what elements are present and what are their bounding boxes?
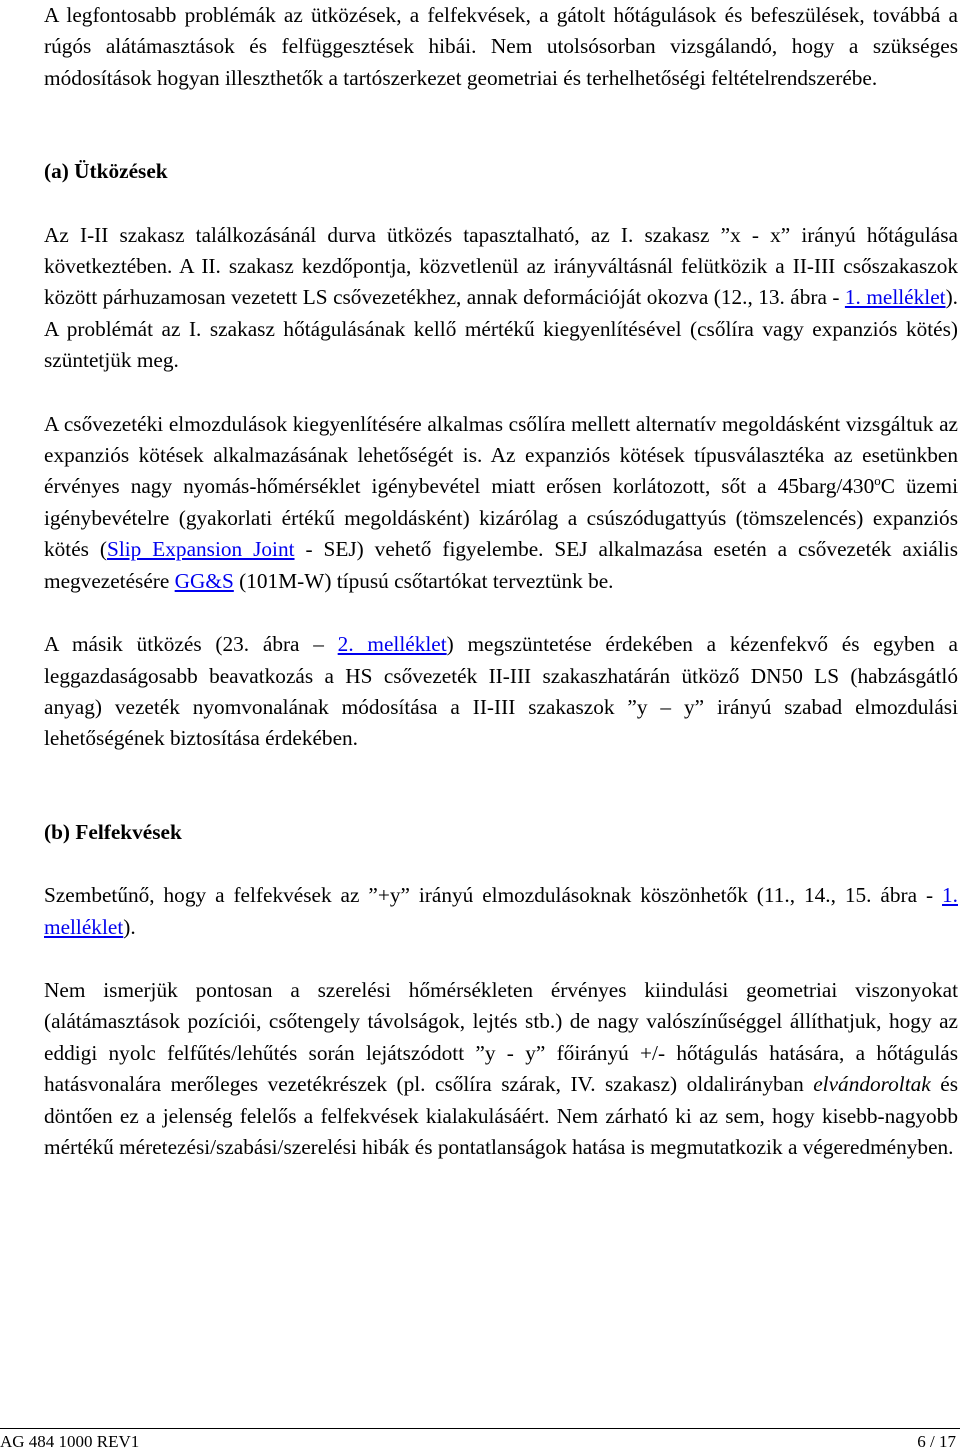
paragraph-text: Szembetűnő, hogy a felfekvések az ”+y” irányú elmozdulásoknak köszönhetők (11., 14., 15. ábra - [44, 883, 943, 908]
section-a-paragraph-3 [44, 629, 958, 755]
paragraph-text: ). A problémát az I. szakasz hőtágulásának kellő mértékű kiegyenlítésével (csőlíra vagy expanziós kötés) szüntetjük meg. [44, 285, 958, 373]
intro-paragraph [44, 0, 958, 94]
section-b-paragraph-1 [44, 880, 958, 943]
paragraph-text: (101M-W) típusú csőtartókat terveztünk be. [233, 568, 614, 593]
annex-link[interactable]: 1. melléklet [44, 883, 958, 939]
paragraph-text: A csővezetéki elmozdulások kiegyenlítésére alkalmas csőlíra mellett alternatív megoldásként vizsgáltuk az expanziós kötések alkalmazásának lehetőségét is. Az expanziós kötések típusválasztéka az esetünkben érvényes nagy nyomás-hőmérséklet igénybevétel miatt erősen korlátozott, sőt a 45barg/430 [44, 411, 958, 499]
section-a-heading: (a) Ütközések [44, 159, 168, 184]
footer-doc-id: AG 484 1000 REV1 [0, 1432, 140, 1451]
ggs-link[interactable]: GG&S [174, 568, 234, 593]
degree-superscript: o [874, 473, 881, 489]
section-a-paragraph-2 [44, 409, 958, 597]
emphasized-word: elvándoroltak [813, 1072, 931, 1097]
paragraph-text: - SEJ) vehető figyelembe. SEJ alkalmazása esetén a csővezeték axiális megvezetésére [44, 537, 958, 593]
annex-link[interactable]: 1. melléklet [844, 285, 946, 310]
paragraph-text: Az I-II szakasz találkozásánál durva ütközés tapasztalható, az I. szakasz ”x - x” irányú hőtágulása következtében. A II. szakasz kezdőpontja, közvetlenül az irányváltásnál felütközik a II-III csőszakaszok között párhuzamosan vezetett LS csővezetékhez, annak deformációját okozva (12., 13. ábra - [44, 222, 958, 310]
paragraph-text: ) megszüntetése érdekében a kézenfekvő és egyben a leggazdaságosabb beavatkozás a HS csővezeték II-III szakaszhatárán ütköző DN50 LS (habzásgátló anyag) vezeték nyomvonalának módosítása a II-III szakaszok ”y – y” irányú szabad elmozdulási lehetőségének biztosítása érdekében. [44, 632, 958, 751]
intro-text: A legfontosabb problémák az ütközések, a felfekvések, a gátolt hőtágulások és befeszülések, továbbá a rúgós alátámasztások és felfüggesztések hibái. Nem utolsósorban vizsgálandó, hogy a szükséges módosítások hogyan illeszthetők a tartószerkezet geometriai és terhelhetőségi feltételrendszerébe. [44, 3, 958, 90]
document-page [44, 0, 958, 1163]
footer-divider [0, 1428, 960, 1429]
slip-expansion-joint-link[interactable]: Slip Expansion Joint [107, 537, 295, 562]
paragraph-text: Nem ismerjük pontosan a szerelési hőmérsékleten érvényes kiindulási geometriai viszonyokat (alátámasztások pozíciói, csőtengely távolságok, lejtés stb.) de nagy valószínűséggel állíthatjuk, hogy az eddigi nyolc felfűtés/lehűtés során lejátszódott ”y - y” főirányú +/- hőtágulás hatására, a hőtágulás hatásvonalára merőleges vezetékrészek (pl. csőlíra szárak, IV. szakasz) oldalirányban [44, 977, 958, 1097]
paragraph-text: A másik ütközés (23. ábra – [44, 632, 338, 657]
section-a-paragraph-1 [44, 220, 958, 377]
paragraph-text: C üzemi igénybevételre (gyakorlati értékű megoldásként) kizárólag a csúszódugattyús (tömszelencés) expanziós kötés ( [44, 474, 958, 562]
footer-page-number: 6 / 17 [917, 1432, 956, 1451]
annex-link[interactable]: 2. melléklet [337, 632, 447, 657]
section-b-paragraph-2 [44, 975, 958, 1163]
section-b-heading: (b) Felfekvések [44, 819, 182, 844]
paragraph-text: ). [123, 914, 136, 939]
paragraph-text: és döntően ez a jelenség felelős a felfekvések kialakulásáért. Nem zárható ki az sem, hogy kisebb-nagyobb mértékű méretezési/szabási/szerelési hibák és pontatlanságok hatása is megmutatkozik a végeredményben. [44, 1072, 958, 1159]
